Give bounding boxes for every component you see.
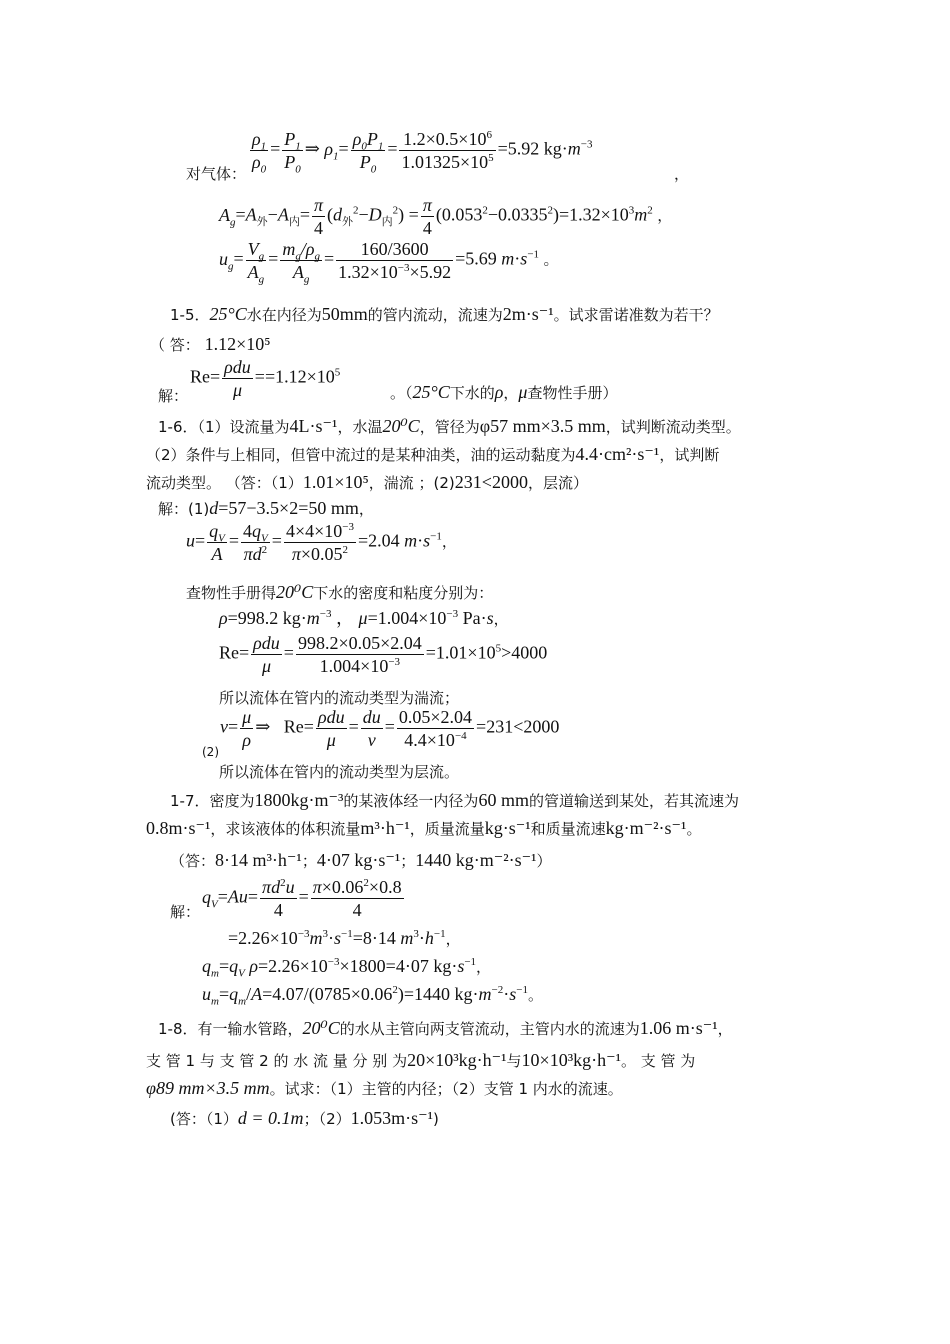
velocity-value: 0.8m·s⁻¹ [146,818,211,838]
text: ，试判断 [659,446,720,464]
text: ， [358,500,374,518]
document-page: 对气体： $\frac{\rho_1}{\rho_0}$ = $\frac{P_1}{P_0}$ ⇒ $\rho_1=$ $\frac{\rho_0P_1}{P_0}$ = $\frac{1.2\times 0.5\times 10^6}{1.01325\times 10^5}$ =5.92 $kg\cdot m^{-3}$ ， $A_g=A_外-A_内=$ $\frac{\pi}{4}$ $(d_外^2-D_内^2)$ = $\frac{\pi}{4}$ $(0.053^2-0.0335^2)=1.32\times 10^3m^2$ ， $u_g=$ $\frac{V_g}{A_g}$ = $\frac{m_g/\rho_g}{A_g}$ = $\frac{160/3600}{1.32\times 10^{-3}\times 5.92}$ =5.69 $m\cdot s^{-1}$ 。 1-5．25°C水在内径为50mm的管内流动，流速为2m·s⁻¹。试求雷诺准数为若干？ （ 答： 1.12×10⁵ 解： Re= ρdu μ $==1.12\times 10^5$ 。（25°C下水的ρ，μ查物性手册） 1-6．（1）设流量为4L·s⁻¹，水温20⁰C，管径为φ57 mm×3.5 mm，试判断流动类型。 （2）条件与上相同，但管中流过的是某种油类，油的运动黏度为4.4·cm²·s⁻¹，试判断 流动类型。 （答：（1）1.01×10⁵，湍流 ；(2)231<2000，层流） 解：(1)d=57−3.5×2=50 mm， u= $\frac{q_V}{A}$ = $\frac{4q_V}{\pi d^2}$ = $\frac{4\times 4\times 10^{-3}}{\pi\times 0.05^2}$ =2.04 $m\cdot s^{-1}$， 查物性手册得20⁰C下水的密度和粘度分别为： ρ=998.2 $kg\cdot m^{-3}$ ， $\mu=1.004\times 10^{-3}$ Pa·s， Re= ρdu μ = $\frac{998.2\times 0.05\times 2.04}{1.004\times 10^{-3}}$ $=1.01\times 10^5>4000$ 所以流体在管内的流动类型为湍流； (2) ν= $\frac{\mu}{\rho}$ ⇒ Re= ρdu μ = $\frac{du}{\nu}$ = $\frac{0.05\times 2.04}{4.4\times 10^{-4}}$ =231<2000 所以流体在管内的流动类型为层流。 1-7．密度为1800kg·m⁻³的某液体经一内径为60 mm的管道输送到某处，若其流速为 0.8m·s⁻¹，求该液体的体积流量m³·h⁻¹，质量流量kg·s⁻¹和质量流速kg·m⁻²·s⁻¹。 （答：8·14 m³·h⁻¹；4·07 kg·s⁻¹；1440 kg·m⁻²·s⁻¹） 解： $q_V=Au=$ $\frac{\pi d^2u}{4}$ = $\frac{\pi\times 0.06^2\times 0.8}{4}$ $=2.26\times 10^{-3}m^3\cdot s^{-1}=8\cdot 14$ $m^3\cdot h^{-1}$， $q_m=q_V$ $\rho=2.26\times 10^{-3}\times 1800=4\cdot 07$ $kg\cdot s^{-1}$， $u_m=q_m/A=4.07/(0785\times 0.06^2)=1440$ $kg\cdot m^{-2}\cdot s^{-1}$。 1-8．有一输水管路，20⁰C的水从主管向两支管流动，主管内水的流速为1.06 m·s⁻¹， 支 管 1 与 支 管 2 的 水 流 量 分 别 为20×10³kg·h⁻¹与10×10³kg·h⁻¹。 支 管 为 φ89 mm×3.5 mm。试求：（1）主管的内径；（2）支管 1 内水的流速。 (答：（1）d = 0.1m；（2）1.053m·s⁻¹) [146,129,741,1128]
text: 的管内流动，流速为 [367,306,503,324]
problem-1-7-line2 [146,818,701,839]
unit: kg·m⁻²·s⁻¹ [605,818,687,838]
unit: m³·h⁻¹ [360,818,410,838]
text: 的水从主管向两支管流动，主管内水的流速为 [339,1020,640,1038]
text: 所以流体在管内的流动类型为湍流； [219,689,460,707]
unit: kg·s⁻¹ [484,818,531,838]
density-value: 1800kg·m⁻³ [254,790,344,810]
answer-1-6 [146,472,588,493]
answer-1-5 [150,334,271,355]
text: (答：（1） [170,1110,238,1128]
velocity-value: 2m·s⁻¹ [502,304,554,324]
problem-1-6 [158,416,741,437]
solution-1-7-volume-result: $=2.26\times 10^{-3}m^3\cdot s^{-1}=8\cdot 14$ $m^3\cdot h^{-1}$， [228,928,461,948]
answer-1-7 [170,850,552,871]
diameter-value: 60 mm [478,790,529,810]
problem-number: 1-7． [170,792,210,810]
text: ；（2） [303,1110,351,1128]
answer-value: 1440 kg·m⁻²·s⁻¹ [415,850,537,870]
reynolds-equation: Re= ρdu μ $==1.12\times 10^5$ [190,357,341,400]
annulus-tail: ， [657,207,673,225]
text: ； [301,852,317,870]
solution-label: 解：(1) [158,500,210,518]
answer-value: 1.12×10⁵ [204,334,271,354]
text: （1）设流量为 [197,418,290,436]
gas-velocity-tail: 。 [543,251,559,269]
text: 。试求：（1）主管的内径；（2）支管 1 内水的流速。 [269,1080,623,1098]
text: （答： [170,852,216,870]
flow-value: 10×10³kg·h⁻¹ [521,1050,621,1070]
answer-value: 1.053m·s⁻¹ [350,1108,434,1128]
text: ，水温 [337,418,383,436]
text: 与 [506,1052,522,1070]
text: 的管道输送到某处，若其流速为 [528,792,739,810]
gas-density-equation: $\frac{\rho_1}{\rho_0}$ = $\frac{P_1}{P_0}$ ⇒ $\rho_1=$ $\frac{\rho_0P_1}{P_0}$ = $\frac{1.2\times 0.5\times 10^6}{1.01325\times 10^5}$ =5.92 $kg\cdot m^{-3}$ [252,129,593,176]
answer-value: 231<2000 [454,472,528,492]
pipe-spec: φ57 mm×3.5 mm [479,416,606,436]
flow-value: 20×10³kg·h⁻¹ [407,1050,507,1070]
temp-value: 20⁰C [382,416,420,436]
solution-1-6-diameter: 解：(1)d=57−3.5×2=50 mm， [158,498,374,518]
text: 所以流体在管内的流动类型为层流。 [219,763,460,781]
text: ， [476,959,492,976]
solution-1-7-mass-velocity: $u_m=q_m/A=4.07/(0785\times 0.06^2)=1440$ $kg\cdot m^{-2}\cdot s^{-1}$。 [202,984,543,1008]
text: 下水的密度和粘度分别为： [313,584,494,602]
answer-value: 8·14 m³·h⁻¹ [215,850,302,870]
temp-value: 20⁰C [302,1018,340,1038]
text: 。（ [390,384,413,402]
text: ，湍流 ；(2) [368,474,455,492]
temp-value: 25°C [412,382,450,402]
solution-label: (2) [202,745,219,759]
text: ， [441,533,457,551]
text: ， [717,1020,733,1038]
velocity-value: 1.06 m·s⁻¹ [639,1018,718,1038]
text: ， [493,611,509,628]
solution-label: 解： [158,387,189,405]
solution-label: 解： [170,903,201,921]
text: 。试求雷诺准数为若干？ [553,306,719,324]
text: 密度为 [209,792,255,810]
text: 查物性手册得 [186,584,277,602]
text: ， [503,384,519,402]
solution-1-6-velocity: u= $\frac{q_V}{A}$ = $\frac{4q_V}{\pi d^2}$ = $\frac{4\times 4\times 10^{-3}}{\pi\times 0.05^2}$ =2.04 $m\cdot s^{-1}$， [186,521,457,564]
solution-1-6-lookup [186,582,493,603]
mu-symbol: μ [518,382,528,402]
text: ， [445,931,461,948]
text: 的某液体经一内径为 [343,792,479,810]
problem-1-5 [170,304,719,325]
rho-symbol: ρ [494,382,504,402]
text: 。 支 管 为 [621,1052,696,1070]
solution-note [390,382,617,403]
viscosity-value: 4.4·cm²·s⁻¹ [575,444,660,464]
text: 。 [527,987,543,1004]
text: 有一输水管路， [197,1020,303,1038]
gas-velocity-line: $u_g=$ $\frac{V_g}{A_g}$ = $\frac{m_g/\rho_g}{A_g}$ = $\frac{160/3600}{1.32\times 10^{-3}\times 5.92}$ =5.69 $m\cdot s^{-1}$ 。 [219,239,559,286]
text: 流动类型。 （答：（1） [146,474,303,492]
flow-value: 4L·s⁻¹ [289,416,338,436]
text: ) [433,1110,439,1128]
answer-label: （ 答： [150,336,200,354]
gas-tail: ， [674,165,690,183]
temp-value: 20⁰C [276,582,314,602]
text: ； [400,852,416,870]
answer-value: 1.01×10⁵ [302,472,369,492]
problem-1-6-part2 [146,444,719,465]
answer-1-8 [170,1108,439,1129]
problem-1-8-line3 [146,1078,623,1099]
text: 和质量流速 [530,820,606,838]
text: 。 [686,820,702,838]
solution-1-7-mass: $q_m=q_V$ $\rho=2.26\times 10^{-3}\times 1800=4\cdot 07$ $kg\cdot s^{-1}$， [202,956,492,980]
text: ，管径为 [419,418,480,436]
text: 下水的 [449,384,495,402]
solution-1-6-laminar [219,762,459,782]
text: ） [536,852,552,870]
text: ，试判断流动类型。 [605,418,741,436]
problem-1-7 [170,790,739,811]
text: ，质量流量 [409,820,485,838]
diameter-value: 50mm [321,304,368,324]
text: 查物性手册） [527,384,618,402]
text: ，层流） [527,474,588,492]
problem-number: 1-6． [158,418,198,436]
problem-number: 1-8． [158,1020,198,1038]
answer-value: d = 0.1m [237,1108,304,1128]
text: （2）条件与上相同，但管中流过的是某种油类，油的运动黏度为 [146,446,576,464]
text: ，求该液体的体积流量 [210,820,361,838]
annulus-area-line: $A_g=A_外-A_内=$ $\frac{\pi}{4}$ $(d_外^2-D_内^2)$ = $\frac{\pi}{4}$ $(0.053^2-0.0335^2)=1.32\times 10^3m^2$ ， [219,195,673,238]
problem-1-8 [158,1018,733,1039]
gas-label: 对气体： [186,165,247,183]
solution-1-6-properties: ρ=998.2 $kg\cdot m^{-3}$ ， $\mu=1.004\times 10^{-3}$ Pa·s， [219,608,509,628]
temp-value: 25°C [209,304,247,324]
text: 水在内径为 [246,306,322,324]
problem-number: 1-5． [170,306,210,324]
pipe-spec: φ89 mm×3.5 mm [146,1078,270,1098]
solution-1-6-reynolds: Re= ρdu μ = $\frac{998.2\times 0.05\times 2.04}{1.004\times 10^{-3}}$ $=1.01\times 10^5>4000$ [219,633,548,676]
text: 支 管 1 与 支 管 2 的 水 流 量 分 别 为 [146,1052,408,1070]
problem-1-8-line2 [146,1050,695,1071]
solution-1-6-turbulent [219,688,459,708]
answer-value: 4·07 kg·s⁻¹ [316,850,401,870]
